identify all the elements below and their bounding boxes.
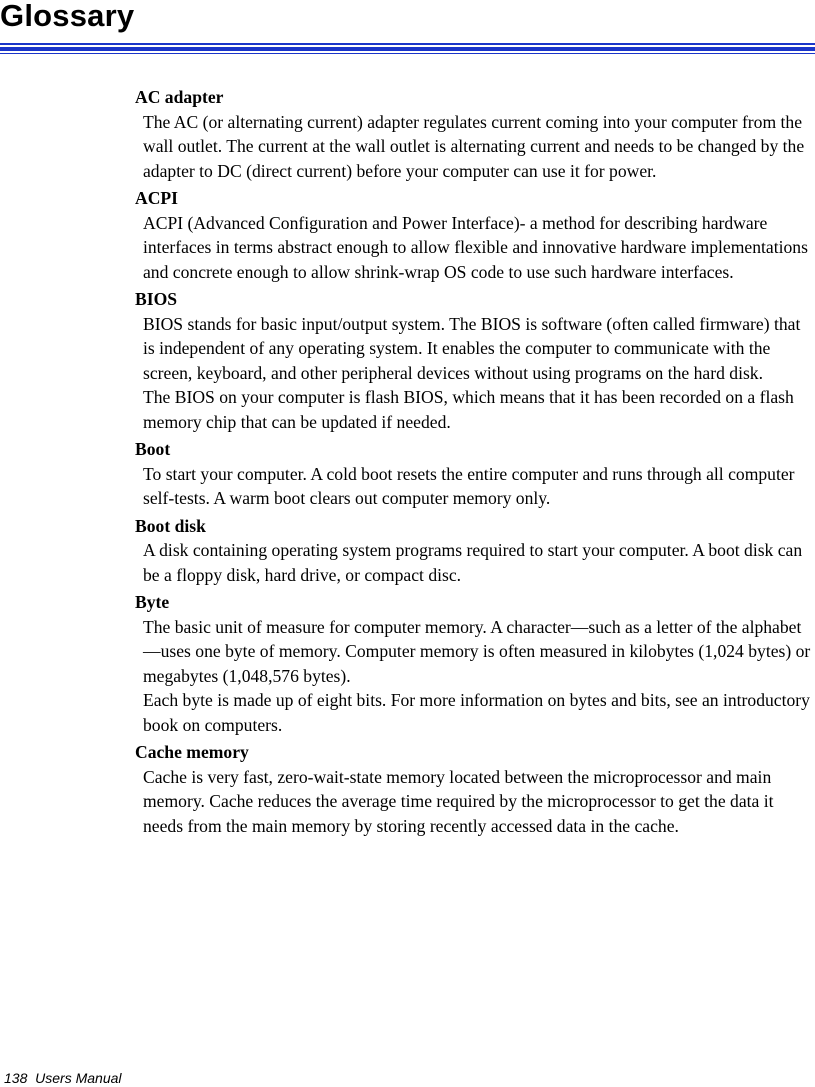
- glossary-entry: [135, 84, 813, 183]
- glossary-entry: [135, 513, 813, 588]
- glossary-entry: [135, 436, 813, 511]
- glossary-term: Cache memory: [135, 742, 249, 762]
- glossary-definition: Cache is very fast, zero-wait-state memory located between the microprocessor and main memory. Cache reduces the average time required by the microprocessor to get the data it needs from the main memory by storing recently accessed data in the cache.: [143, 766, 774, 836]
- glossary-entry: [135, 739, 813, 838]
- glossary-definition: The AC (or alternating current) adapter regulates current coming into your computer from the wall outlet. The current at the wall outlet is alternating current and needs to be changed by the adapter to DC (direct current) before your computer can use it for power.: [143, 111, 805, 181]
- glossary-definition: The basic unit of measure for computer memory. A character—such as a letter of the alphabet—uses one byte of memory. Computer memory is often measured in kilobytes (1,024 bytes) or megabytes (1,048,576 bytes).: [143, 616, 811, 686]
- glossary-term: ACPI: [135, 188, 179, 208]
- title-rule: [0, 53, 815, 54]
- glossary-list: [135, 84, 813, 840]
- glossary-term: Boot disk: [135, 515, 206, 536]
- page-footer: [4, 1070, 122, 1086]
- glossary-term: AC adapter: [135, 87, 224, 107]
- title-rule: [0, 47, 815, 51]
- glossary-term: Boot: [135, 439, 171, 459]
- glossary-entry: [135, 185, 813, 284]
- glossary-definition: BIOS stands for basic input/output system. The BIOS is software (often called firmware) that is independent of any operating system. It enables the computer to communicate with the screen, keyboard, and other peripheral devices without using programs on the hard disk.: [143, 313, 801, 383]
- glossary-definition: ACPI (Advanced Configuration and Power Interface)- a method for describing hardware interfaces in terms abstract enough to allow flexible and innovative hardware implementations and concrete enough to allow shrink-wrap OS code to use such hardware interfaces.: [143, 212, 808, 282]
- manual-name: Users Manual: [35, 1070, 122, 1086]
- glossary-definition: To start your computer. A cold boot resets the entire computer and runs through all computer self-tests. A warm boot clears out computer memory only.: [143, 463, 795, 508]
- glossary-definition: The BIOS on your computer is flash BIOS, which means that it has been recorded on a flash memory chip that can be updated if needed.: [143, 387, 794, 432]
- page-title: Glossary: [0, 0, 135, 33]
- glossary-definition: A disk containing operating system programs required to start your computer. A boot disk can be a floppy disk, hard drive, or compact disc.: [143, 540, 803, 585]
- glossary-term: Byte: [135, 592, 170, 612]
- glossary-entry: [135, 589, 813, 737]
- glossary-entry: [135, 286, 813, 434]
- page-number: 138: [4, 1070, 28, 1086]
- glossary-term: BIOS: [135, 289, 178, 309]
- glossary-definition: Each byte is made up of eight bits. For more information on bytes and bits, see an introductory book on computers.: [143, 690, 810, 735]
- title-rule: [0, 43, 815, 45]
